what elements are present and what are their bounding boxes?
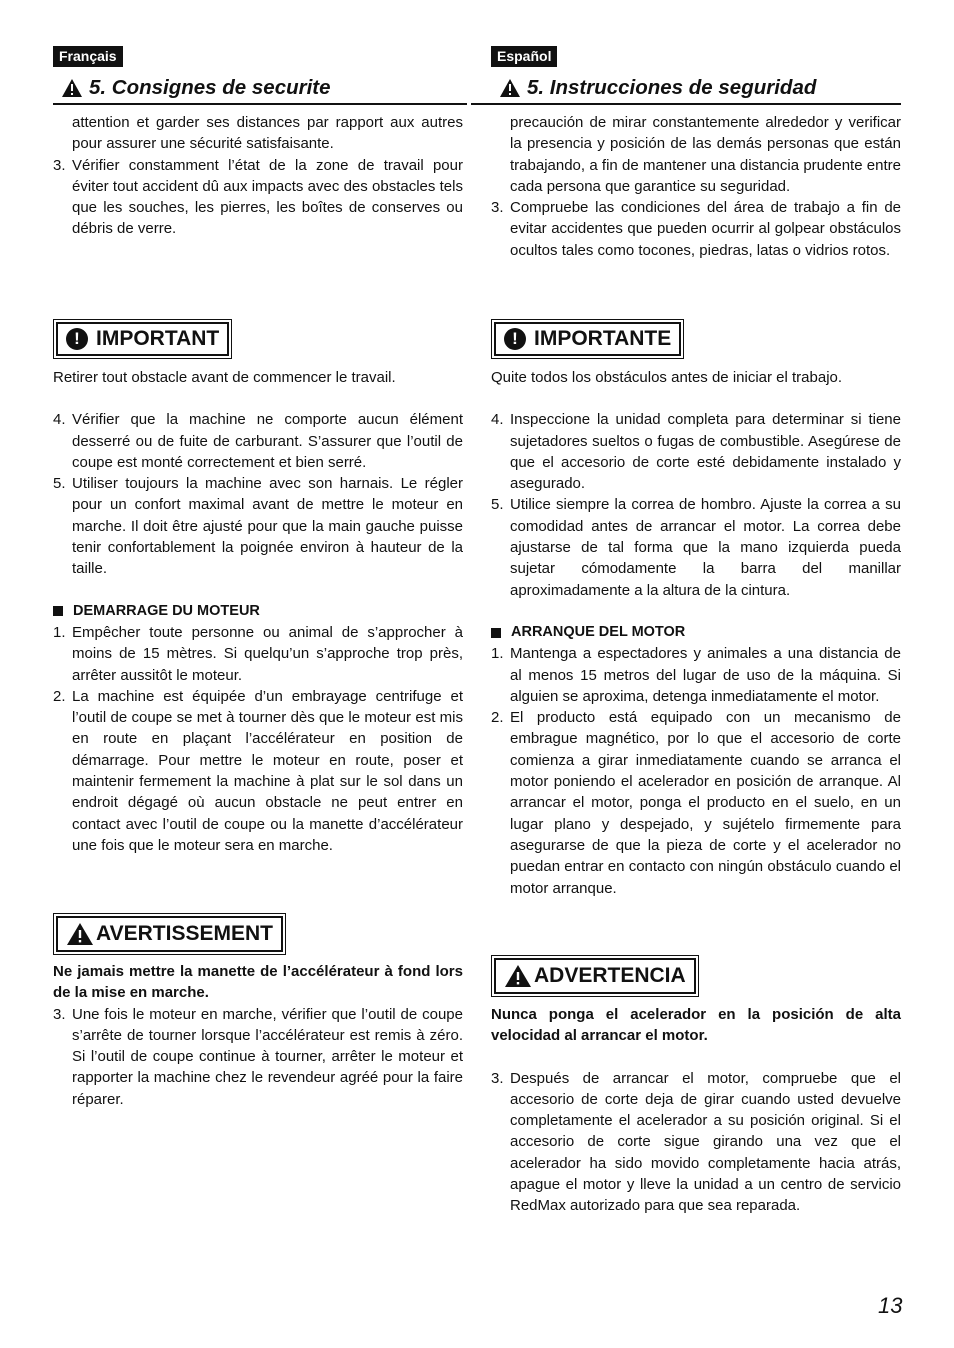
list-item: 4. Vérifier que la machine ne comporte aucun élément desserré ou de fuite de carburant. S’assurer que l’outil de coupe est monté correctement et bien serré. xyxy=(53,411,463,471)
header-rule xyxy=(53,103,467,105)
warning-triangle-icon xyxy=(504,964,532,988)
exclamation-icon: ! xyxy=(504,328,526,350)
warning-block-spanish xyxy=(491,954,901,998)
important-label-box: ! IMPORTANTE xyxy=(494,322,681,356)
header-rule xyxy=(471,103,901,105)
important-block-french xyxy=(53,318,463,360)
list-item: 3. Compruebe las condiciones del área de trabajo a fin de evitar accidentes que pueden ocurrir al golpear obstáculos ocultos tales como tocones, piedras, latas o vidrios rotos. xyxy=(491,199,901,259)
section-title-french: 5. Consignes de securite xyxy=(53,76,331,100)
subheading: DEMARRAGE DU MOTEUR xyxy=(53,601,463,622)
intro-continuation: attention et garder ses distances par rapport aux autres pour assurer une sécurité satisfaisante. xyxy=(72,114,463,153)
list-item: 3. Une fois le moteur en marche, vérifier que l’outil de coupe s’arrête de tourner lorsque l’accélérateur est remis à zéro. Si l’outil de coupe continue à tourner, arrêter le moteur et rapporter la machine chez le revendeur agréé pour la faire réparer. xyxy=(53,1005,463,1108)
list-item: 3. Vérifier constamment l’état de la zone de travail pour éviter tout accident dû aux impacts avec des obstacles tels que les souches, les pierres, les boîtes de conserves ou débris de verre. xyxy=(53,156,463,238)
list-item: 2. La machine est équipée d’un embrayage centrifuge et l’outil de coupe se met à tourner dès que le moteur est mis en route en plaçant l’accélérateur en position de démarrage. Pour mettre le moteur en route, poser et maintenir fermement la machine à plat sur le sol dans un endroit dégagé où aucun obstacle ne peut entrer en contact avec l’outil de coupe ou la manette d’accélérateur une fois que le moteur sera en marche. xyxy=(53,687,463,854)
french-body-2 xyxy=(53,367,463,856)
french-column xyxy=(53,46,463,1108)
french-body-3 xyxy=(53,961,463,1110)
warning-text: Ne jamais mettre la manette de l’accélérateur à fond lors de la mise en marche. xyxy=(53,963,463,1002)
list-item: 1. Empêcher toute personne ou animal de s’approcher à moins de 15 mètres. Si quelqu’un s’approche trop près, arrêter aussitôt le moteur. xyxy=(53,623,463,684)
page-number: 13 xyxy=(878,1293,903,1318)
language-tab-spanish: Español xyxy=(491,46,557,67)
intro-continuation: precaución de mirar constantemente alrededor y verificar la presencia y posición de las demás personas que están trabajando, a fin de mantener una distancia prudente entre cada persona que garantice su seguridad. xyxy=(510,114,901,195)
spanish-column xyxy=(491,46,901,1215)
list-item: 3. Después de arrancar el motor, compruebe que el accesorio de corte deja de girar cuando usted devuelve completamente el acelerador a su posición original. Si el accesorio de corte sigue girando una vez que el acelerador ha sido movido completamente hacia atrás, apague el motor y lleve la unidad a un centro de servicio RedMax autorizado para que sea reparada. xyxy=(491,1069,901,1215)
list-item: 5. Utiliser toujours la machine avec son harnais. Le régler pour un confort maximal avant de mettre le moteur en marche. Il doit être ajusté pour que la main gauche puisse tenir confortablement la poignée environ à hauteur de la taille. xyxy=(53,475,463,578)
list-item: 5. Utilice siempre la correa de hombro. Ajuste la correa a su comodidad antes de arrancar el motor. La correa debe ajustarse de tal forma que la mano izquierda pueda sujetar cómodamente la barra del manillar aproximadamente a la altura de la cintura. xyxy=(491,496,901,599)
language-tab-french: Français xyxy=(53,46,123,67)
important-label-box: ! IMPORTANT xyxy=(56,322,229,356)
warning-label-box: AVERTISSEMENT xyxy=(56,916,283,952)
list-item: 2. El producto está equipado con un mecanismo de embrague magnético, por lo que el accesorio de corte comienza a girar inmediatamente cuando se arranca el motor poniendo el acelerador en posición de arranque. Al arrancar el motor, ponga el producto en el suelo, en un lugar plano y despejado, y sujételo firmemente para asegurarse de que la pieza de corte y el acelerador no puedan entrar en contacto con ningún obstáculo cuando el motor arranque. xyxy=(491,709,901,897)
warning-triangle-icon xyxy=(61,78,83,98)
important-block-spanish xyxy=(491,318,901,360)
exclamation-icon: ! xyxy=(66,328,88,350)
square-bullet-icon xyxy=(53,606,63,616)
warning-block-french xyxy=(53,912,463,956)
important-text: Retirer tout obstacle avant de commencer le travail. xyxy=(53,369,396,386)
list-item: 1. Mantenga a espectadores y animales a una distancia de al menos 15 metros del lugar de uso de la máquina. Si alguien se aproxima, detenga inmediatamente el motor. xyxy=(491,645,901,705)
warning-triangle-icon xyxy=(66,922,94,946)
french-body xyxy=(53,112,463,240)
important-text: Quite todos los obstáculos antes de iniciar el trabajo. xyxy=(491,369,843,386)
warning-text: Nunca ponga el acelerador en la posición de alta velocidad al arrancar el motor. xyxy=(491,1006,901,1045)
warning-triangle-icon xyxy=(499,78,521,98)
spanish-body-3 xyxy=(491,1004,901,1217)
spanish-body-2 xyxy=(491,367,901,899)
list-item: 4. Inspeccione la unidad completa para determinar si tiene sujetadores sueltos o fugas de combustible. Asegúrese de que el accesorio de corte esté debidamente instalado y asegurado. xyxy=(491,411,901,493)
square-bullet-icon xyxy=(491,628,501,638)
section-title-spanish: 5. Instrucciones de seguridad xyxy=(491,76,816,100)
spanish-body xyxy=(491,112,901,261)
subheading: ARRANQUE DEL MOTOR xyxy=(491,622,901,643)
warning-label-box: ADVERTENCIA xyxy=(494,958,696,994)
